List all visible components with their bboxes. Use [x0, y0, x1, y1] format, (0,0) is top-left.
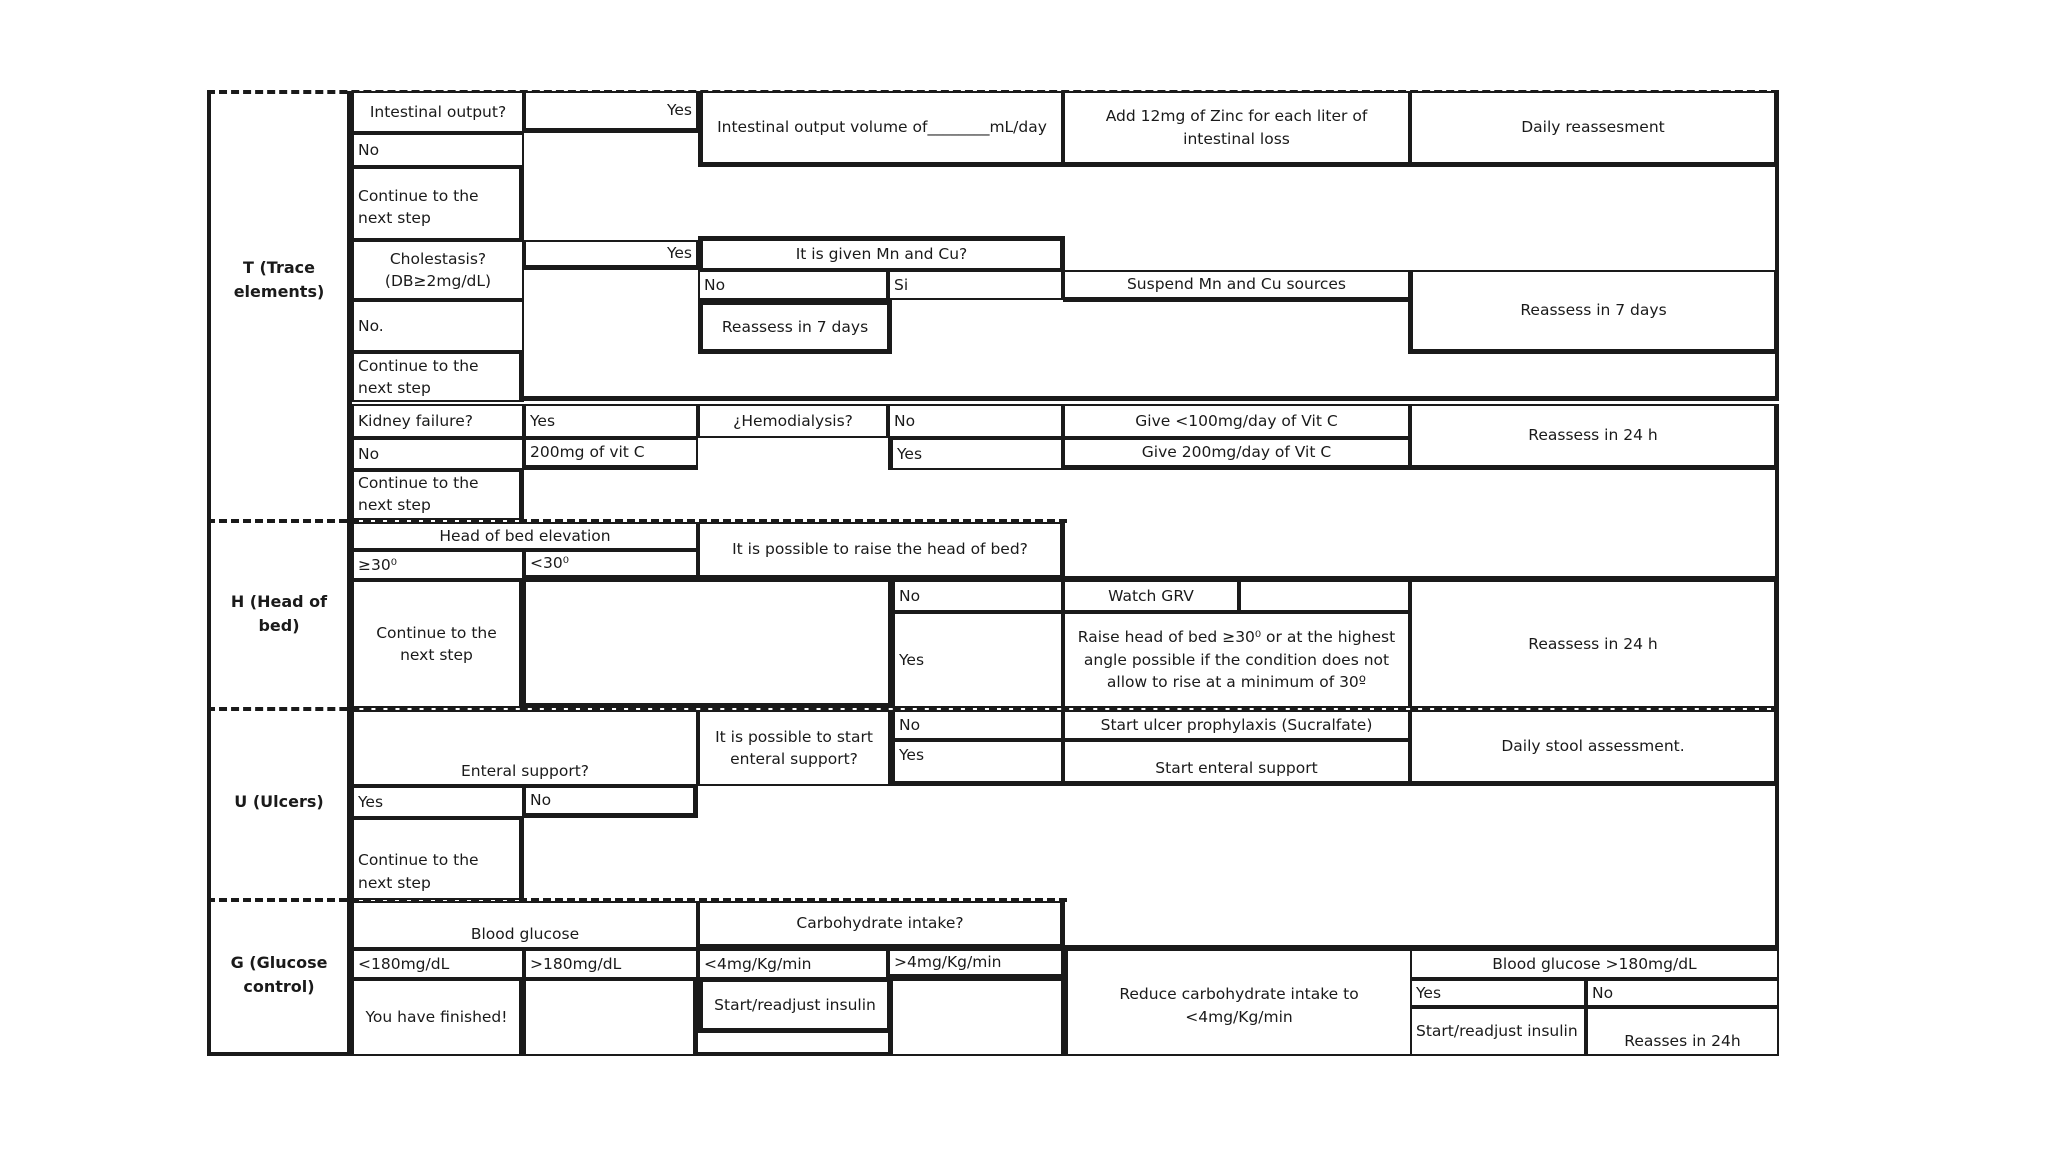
head-lt-30: <30⁰: [524, 550, 698, 580]
hemodialysis-no: No: [888, 404, 1063, 438]
daily-stool-assessment: Daily stool assessment.: [1410, 710, 1779, 786]
head-of-bed-elevation: Head of bed elevation: [352, 522, 698, 550]
intestinal-output-no: No: [352, 133, 524, 167]
bg-gt-180-no: No: [1586, 979, 1779, 1007]
glucose-gt-180: >180mg/dL: [524, 949, 698, 979]
start-readjust-insulin-left: Start/readjust insulin: [698, 977, 892, 1033]
enteral-support-question: Enteral support?: [352, 710, 698, 786]
head-reassess-24h: Reassess in 24 h: [1410, 580, 1779, 708]
given-mn-cu-no: No: [698, 270, 888, 300]
glucose-lt-180: <180mg/dL: [352, 949, 524, 979]
reassess-24h-glucose: Reasses in 24h: [1586, 1007, 1779, 1056]
frame-right-border: [1775, 91, 1779, 1056]
kidney-failure-yes: Yes: [524, 404, 698, 438]
category-glucose-control: G (Glucose control): [230, 953, 328, 996]
kidney-failure-question: Kidney failure?: [352, 404, 524, 438]
vit-c-200mg: 200mg of vit C: [524, 438, 698, 470]
frame-left-border: [207, 91, 211, 1056]
intestinal-output-yes: Yes: [524, 91, 698, 133]
continue-next-step-3: Continue to the next step: [352, 470, 524, 520]
raise-head-instruction: Raise head of bed ≥30⁰ or at the highest angle possible if the condition does not allow to rise at a minimum of 30º: [1063, 612, 1410, 708]
ulcers-continue-next-step: Continue to the next step: [352, 818, 524, 900]
head-blank-area: [524, 580, 893, 708]
category-head-of-bed: H (Head of bed): [230, 592, 328, 635]
start-readjust-insulin-right: Start/readjust insulin: [1410, 1007, 1586, 1056]
glucose-blank-a: [524, 979, 698, 1056]
head-continue-next-step: Continue to the next step: [352, 580, 524, 708]
enteral-support-yes: Yes: [352, 786, 524, 818]
kidney-failure-no: No: [352, 438, 524, 470]
bg-gt-180-yes: Yes: [1410, 979, 1586, 1007]
blood-glucose-gt-180: Blood glucose >180mg/dL: [1410, 949, 1779, 979]
possible-start-no: No: [893, 710, 1063, 740]
reassess-24h-kidney: Reassess in 24 h: [1410, 404, 1779, 470]
reassess-7-days-left: Reassess in 7 days: [698, 300, 892, 354]
hemodialysis-question: ¿Hemodialysis?: [698, 404, 888, 438]
given-mn-cu-si: Si: [888, 270, 1063, 300]
cholestasis-question: Cholestasis? (DB≥2mg/dL): [352, 240, 524, 300]
daily-reassessment: Daily reassesment: [1410, 91, 1779, 167]
give-200-vit-c: Give 200mg/day of Vit C: [1063, 438, 1410, 470]
watch-grv-blank: [1239, 580, 1410, 612]
intestinal-output-volume: Intestinal output volume of________mL/day: [698, 91, 1063, 167]
continue-next-step-2: Continue to the next step: [352, 352, 524, 402]
reduce-carbohydrate-intake: Reduce carbohydrate intake to <4mg/Kg/min: [1063, 949, 1412, 1056]
cholestasis-no: No.: [352, 300, 524, 352]
continue-next-step-1: Continue to the next step: [352, 167, 524, 240]
hemodialysis-yes: Yes: [888, 438, 1063, 470]
intestinal-output-question: Intestinal output?: [352, 91, 524, 133]
possible-raise-head-question: It is possible to raise the head of bed?: [698, 522, 1065, 580]
carb-lt-4: <4mg/Kg/min: [698, 949, 888, 979]
possible-start-enteral-question: It is possible to start enteral support?: [698, 710, 893, 786]
ulcer-prophylaxis: Start ulcer prophylaxis (Sucralfate): [1063, 710, 1410, 740]
possible-start-yes: Yes: [893, 740, 1063, 786]
add-zinc-instruction: Add 12mg of Zinc for each liter of intestinal loss: [1063, 91, 1410, 167]
watch-grv: Watch GRV: [1063, 580, 1239, 612]
carbohydrate-intake-question: Carbohydrate intake?: [698, 901, 1065, 949]
reassess-7-days-right: Reassess in 7 days: [1408, 270, 1779, 354]
carb-gt-4: >4mg/Kg/min: [888, 949, 1063, 979]
possible-raise-yes: Yes: [893, 612, 1063, 708]
you-have-finished: You have finished!: [352, 979, 524, 1056]
enteral-support-no: No: [524, 786, 698, 818]
given-mn-cu-question: It is given Mn and Cu?: [698, 236, 1065, 270]
start-enteral-support: Start enteral support: [1063, 740, 1410, 786]
give-less-100-vit-c: Give <100mg/day of Vit C: [1063, 404, 1410, 438]
glucose-blank-b: [888, 979, 1063, 1056]
category-trace-elements: T (Trace elements): [233, 258, 325, 301]
category-ulcers: U (Ulcers): [234, 792, 324, 811]
cholestasis-yes: Yes: [524, 240, 698, 270]
suspend-mn-cu: Suspend Mn and Cu sources: [1063, 270, 1410, 302]
head-ge-30: ≥30⁰: [352, 550, 524, 580]
possible-raise-no: No: [893, 580, 1063, 612]
blood-glucose: Blood glucose: [352, 901, 698, 949]
